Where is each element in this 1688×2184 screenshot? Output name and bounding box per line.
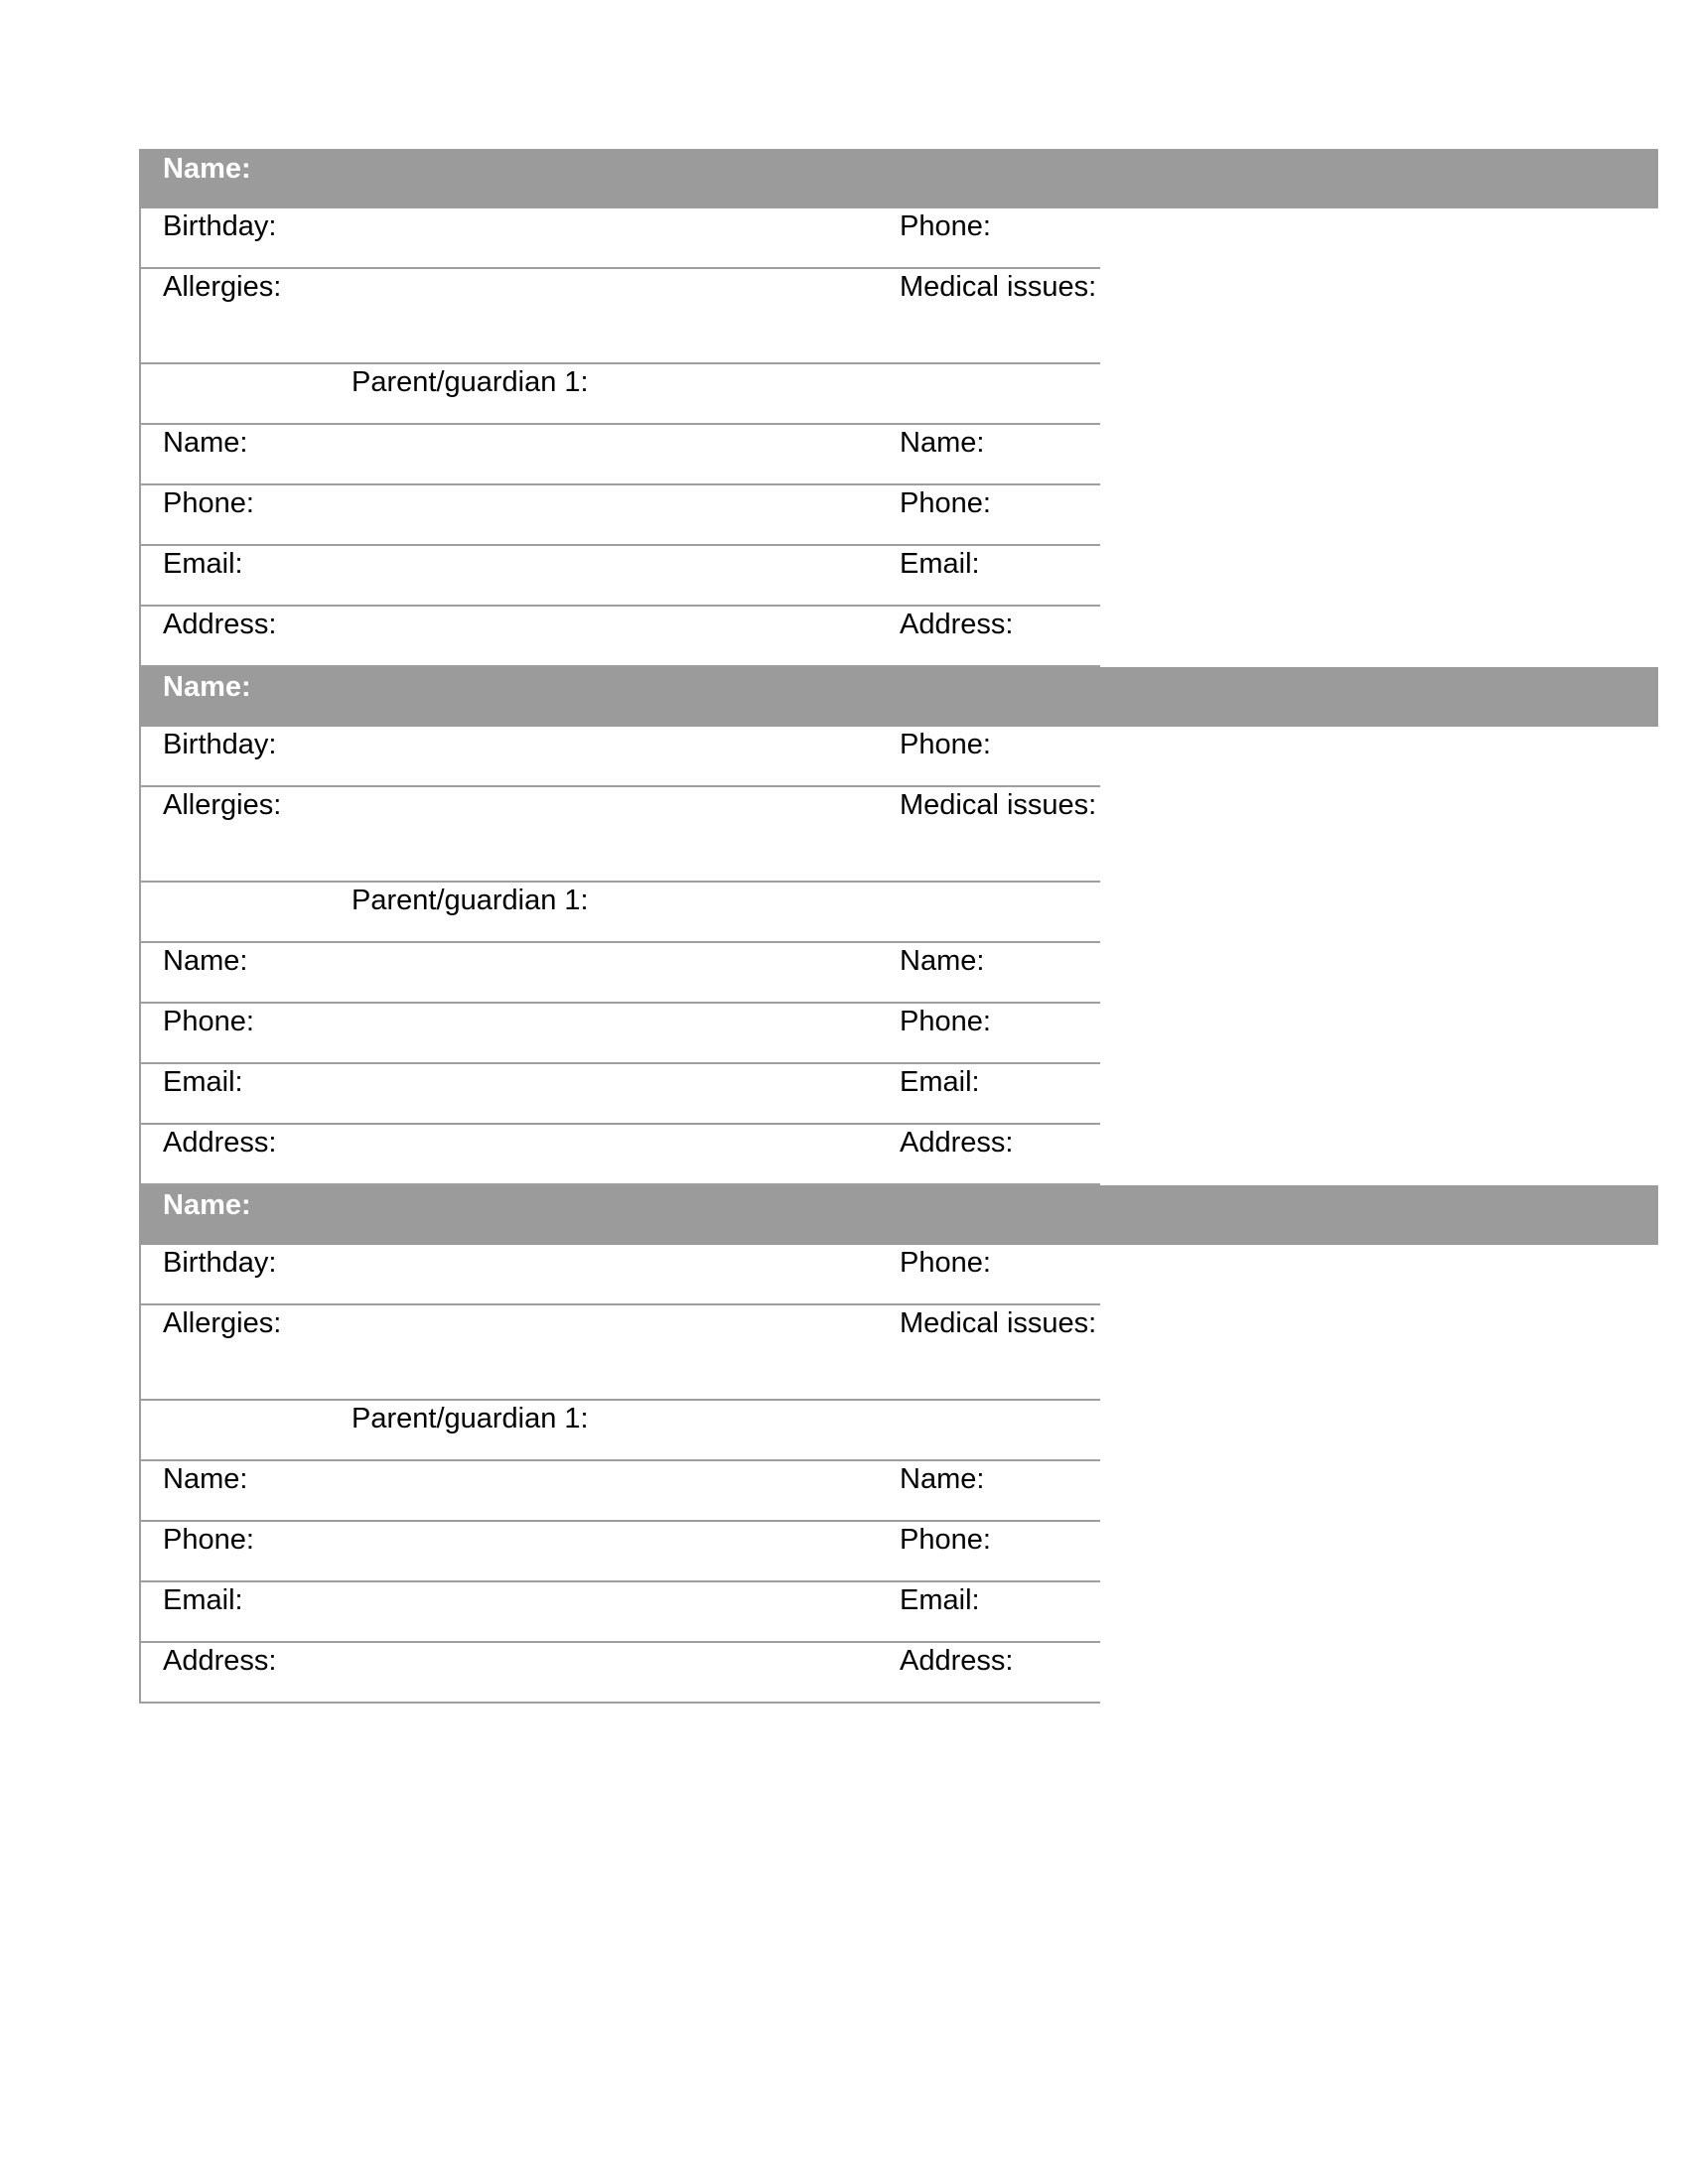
birthday-phone-row [141,1245,1100,1305]
phone-label: Phone: [900,1247,991,1279]
guardian-1-name-label: Name: [163,945,248,977]
record-fields [139,208,1100,667]
birthday-phone-row [141,208,1100,269]
student-record [139,667,1658,1185]
medical-issues-label: Medical issues: [900,789,1097,821]
student-name-label: Name: [163,153,251,185]
parent-guardian-heading: Parent/guardian 1: [352,1403,589,1434]
guardian-1-name-label: Name: [163,1463,248,1495]
guardian-email-row [141,1064,1100,1125]
parent-guardian-row [141,1401,1100,1461]
guardian-1-address-label: Address: [163,1127,277,1159]
birthday-label: Birthday: [163,1247,277,1279]
guardian-1-phone-label: Phone: [163,1524,254,1556]
student-record [139,149,1658,667]
allergies-medical-row [141,1305,1100,1401]
birthday-label: Birthday: [163,210,277,242]
guardian-address-row [141,1643,1100,1704]
record-header-bar [139,1185,1658,1245]
guardian-2-name-label: Name: [900,1463,985,1495]
guardian-1-address-label: Address: [163,609,277,640]
student-record [139,1185,1658,1704]
allergies-medical-row [141,787,1100,883]
record-header-bar [139,667,1658,727]
parent-guardian-heading: Parent/guardian 1: [352,366,589,398]
record-fields [139,1245,1100,1704]
guardian-1-email-label: Email: [163,1584,243,1616]
guardian-email-row [141,546,1100,607]
guardian-2-phone-label: Phone: [900,1006,991,1037]
guardian-1-name-label: Name: [163,427,248,459]
guardian-phone-row [141,1004,1100,1064]
guardian-1-phone-label: Phone: [163,1006,254,1037]
birthday-label: Birthday: [163,729,277,760]
guardian-2-email-label: Email: [900,548,980,580]
medical-issues-label: Medical issues: [900,271,1097,303]
contact-form [139,149,1658,1704]
guardian-name-row [141,943,1100,1004]
allergies-label: Allergies: [163,789,282,821]
record-header-bar [139,149,1658,208]
student-name-label: Name: [163,1189,251,1221]
guardian-1-email-label: Email: [163,548,243,580]
guardian-2-address-label: Address: [900,1127,1014,1159]
guardian-phone-row [141,1522,1100,1582]
medical-issues-label: Medical issues: [900,1307,1097,1339]
guardian-phone-row [141,485,1100,546]
parent-guardian-heading: Parent/guardian 1: [352,885,589,916]
parent-guardian-row [141,883,1100,943]
guardian-2-phone-label: Phone: [900,487,991,519]
guardian-2-address-label: Address: [900,1645,1014,1677]
student-name-label: Name: [163,671,251,703]
guardian-1-phone-label: Phone: [163,487,254,519]
guardian-email-row [141,1582,1100,1643]
allergies-medical-row [141,269,1100,364]
guardian-2-name-label: Name: [900,945,985,977]
guardian-2-email-label: Email: [900,1066,980,1098]
guardian-address-row [141,607,1100,667]
allergies-label: Allergies: [163,271,282,303]
guardian-2-phone-label: Phone: [900,1524,991,1556]
guardian-2-address-label: Address: [900,609,1014,640]
guardian-address-row [141,1125,1100,1185]
record-fields [139,727,1100,1185]
guardian-name-row [141,425,1100,485]
phone-label: Phone: [900,729,991,760]
parent-guardian-row [141,364,1100,425]
guardian-1-address-label: Address: [163,1645,277,1677]
birthday-phone-row [141,727,1100,787]
guardian-name-row [141,1461,1100,1522]
allergies-label: Allergies: [163,1307,282,1339]
guardian-1-email-label: Email: [163,1066,243,1098]
guardian-2-name-label: Name: [900,427,985,459]
guardian-2-email-label: Email: [900,1584,980,1616]
phone-label: Phone: [900,210,991,242]
